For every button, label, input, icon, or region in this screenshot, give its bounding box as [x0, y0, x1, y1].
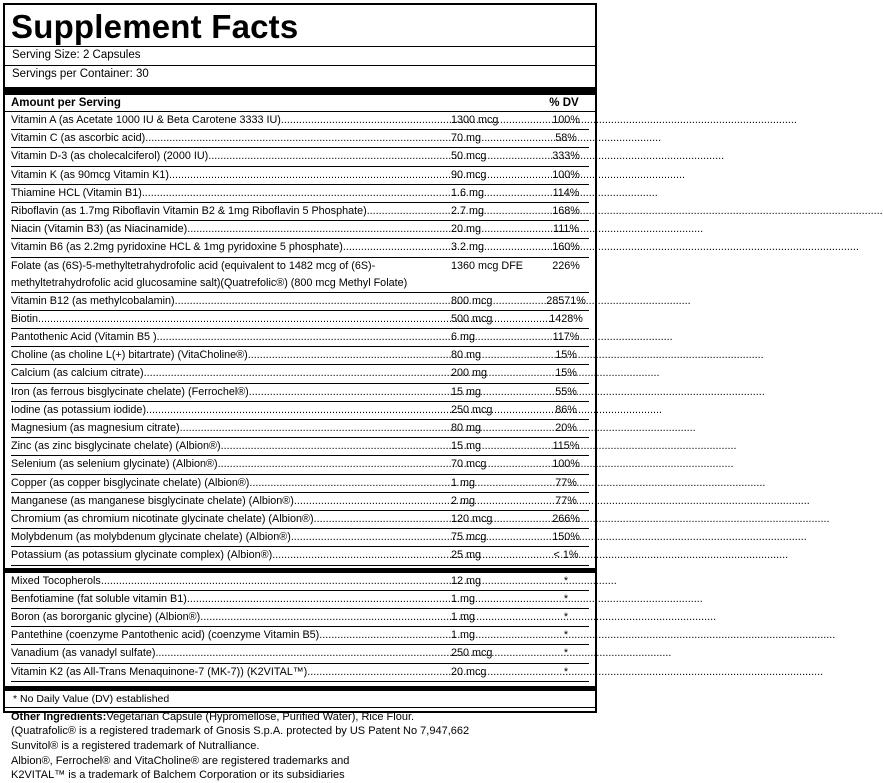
nutrient-row: [11, 203, 589, 221]
nutrient-dv: 100%: [552, 458, 580, 471]
nutrient-name: Vitamin K2 (as All-Trans Menaquinone-7 (MK-7)) (K2VITAL™) .....: [11, 664, 451, 681]
nutrient-amount: 1 mg: [451, 629, 476, 642]
nutrient-dv: *: [563, 611, 569, 624]
nutrient-row: [11, 438, 589, 456]
nutrient-row: [11, 591, 589, 609]
nutrient-row: [11, 609, 589, 627]
nutrient-amount: 120 mcg: [451, 513, 493, 526]
nutrient-row: [11, 402, 589, 420]
nutrient-dv: 28571%: [546, 294, 586, 307]
nutrient-name: Riboflavin (as 1.7mg Riboflavin Vitamin B2 & 1mg Riboflavin 5 Phosphate) .....: [11, 203, 451, 220]
nutrient-amount: 1 mg: [451, 592, 476, 605]
dv-footnote: * No Daily Value (DV) established: [5, 691, 595, 708]
nutrient-amount: 1 mg: [451, 476, 476, 489]
nutrient-amount: 250 mcg: [451, 403, 493, 416]
nutrient-name: Calcium (as calcium citrate) .....: [11, 365, 451, 382]
nutrient-amount: 75 mcg: [451, 531, 487, 544]
nutrient-amount: 80 mg: [451, 349, 482, 362]
nutrient-dv: *: [563, 665, 569, 678]
nutrient-dv: *: [563, 647, 569, 660]
nutrient-row: [11, 511, 589, 529]
nutrient-row: [11, 112, 589, 130]
nutrient-amount: 15 mg: [451, 440, 482, 453]
other-ingredients-line: [11, 710, 589, 725]
nutrient-row: [11, 645, 589, 663]
nutrient-dv: 100%: [552, 114, 580, 126]
nutrient-amount: 80 mg: [451, 422, 482, 435]
nutrient-row: [11, 329, 589, 347]
nutrient-amount: 20 mg: [451, 223, 482, 236]
nutrient-row: [11, 239, 589, 257]
nutrient-amount: 250 mcg: [451, 647, 493, 660]
nutrient-dv: 15%: [555, 349, 577, 362]
trademark-line: Albion®, Ferrochel® and VitaCholine® are registered trademarks and: [11, 754, 350, 767]
nutrient-row: [11, 573, 589, 591]
other-ingredients-label: Other Ingredients:: [11, 710, 107, 723]
nutrient-name: Copper (as copper bisglycinate chelate) (Albion®) .....: [11, 475, 451, 492]
nutrient-dv: 333%: [552, 150, 580, 163]
nutrient-name: Magnesium (as magnesium citrate) .....: [11, 420, 451, 437]
nutrient-row: [11, 221, 589, 239]
nutrient-list: [5, 112, 595, 566]
nutrient-row: [11, 258, 589, 293]
nutrient-row: [11, 148, 589, 166]
nutrient-name: Pantethine (coenzyme Pantothenic acid) (coenzyme Vitamin B5) .....: [11, 627, 451, 644]
nutrient-dv: 160%: [552, 241, 580, 254]
nutrient-dv: 20%: [555, 422, 577, 435]
panel-title: Supplement Facts: [11, 8, 299, 45]
nutrient-dv: 77%: [555, 494, 577, 507]
nutrient-amount: 1.6 mg: [451, 186, 485, 199]
nutrient-amount: 50 mcg: [451, 150, 487, 163]
nutrient-dv: 55%: [555, 385, 577, 398]
nutrient-dv: 1428%: [549, 312, 583, 325]
nutrient-amount: 20 mcg: [451, 665, 487, 678]
nutrient-row: [11, 627, 589, 645]
nutrient-row: [11, 456, 589, 474]
nutrient-amount: 25 mg: [451, 549, 482, 562]
nutrient-name: Molybdenum (as molybdenum glycinate chelate) (Albion®) .....: [11, 529, 451, 546]
nutrient-dv: 77%: [555, 476, 577, 489]
nutrient-row: [11, 664, 589, 682]
nutrient-name: Vanadium (as vanadyl sulfate) .....: [11, 645, 451, 662]
trademark-line: Sunvitol® is a registered trademark of Nutralliance.: [11, 740, 260, 753]
nutrient-row: [11, 529, 589, 547]
servings-per-container: Servings per Container: 30: [12, 68, 149, 80]
nutrient-name: Vitamin A (as Acetate 1000 IU & Beta Carotene 3333 IU) .....: [11, 112, 451, 129]
nutrient-amount: 800 mcg: [451, 294, 493, 307]
amount-header: Amount per Serving: [11, 97, 121, 109]
dv-header: % DV: [549, 97, 579, 109]
thick-divider: [5, 87, 595, 95]
nutrient-dv: *: [563, 574, 569, 587]
nutrient-row: [11, 167, 589, 185]
nutrient-amount: 70 mg: [451, 132, 482, 145]
nutrient-row: [11, 365, 589, 383]
nutrient-name: Chromium (as chromium nicotinate glycinate chelate) (Albion®) .....: [11, 511, 451, 528]
nutrient-name: Choline (as choline L(+) bitartrate) (VitaCholine®) .....: [11, 347, 451, 364]
nutrient-dv: 114%: [552, 186, 580, 199]
nutrient-name: Pantothenic Acid (Vitamin B5 ) .....: [11, 329, 451, 346]
nutrient-amount: 15 mg: [451, 385, 482, 398]
supplement-facts-panel: [3, 3, 597, 782]
nutrient-name: Iodine (as potassium iodide) .....: [11, 402, 451, 419]
nutrient-dv: 58%: [555, 132, 577, 145]
nutrient-dv: 117%: [552, 331, 580, 344]
serving-size: Serving Size: 2 Capsules: [12, 49, 141, 61]
nutrient-amount: 500 mcg: [451, 312, 493, 325]
nutrient-dv: *: [563, 629, 569, 642]
table-header: [5, 95, 595, 112]
trademark-line: (Quatrafolic® is a registered trademark of Gnosis S.p.A. protected by US Patent No 7,947,662: [11, 725, 470, 738]
nutrient-row: [11, 384, 589, 402]
nutrient-dv: *: [563, 592, 569, 605]
nutrient-amount: 2.7 mg: [451, 205, 485, 218]
nutrient-name: Manganese (as manganese bisglycinate chelate) (Albion®) .....: [11, 493, 451, 510]
nutrient-row: [11, 293, 589, 311]
other-ingredients-text: Vegetarian Capsule (Hypromellose, Purified Water), Rice Flour.: [106, 710, 415, 723]
nutrient-name: Boron (as bororganic glycine) (Albion®) .....: [11, 609, 451, 626]
nutrient-amount: 70 mcg: [451, 458, 487, 471]
nutrient-dv: 100%: [552, 168, 580, 181]
nutrient-name: Zinc (as zinc bisglycinate chelate) (Albion®) .....: [11, 438, 451, 455]
nutrient-dv: 86%: [555, 403, 577, 416]
other-ingredients: [5, 708, 595, 783]
nutrient-amount: 200 mg: [451, 367, 488, 380]
nutrient-amount: 90 mcg: [451, 168, 487, 181]
nutrient-row: [11, 547, 589, 565]
nutrient-name: Biotin .....: [11, 311, 451, 328]
nutrient-amount: 1 mg: [451, 611, 476, 624]
trademark-line: K2VITAL™ is a trademark of Balchem Corporation or its subsidiaries: [11, 769, 345, 782]
nutrient-amount: 1300 mcg: [451, 114, 499, 126]
nutrient-dv: 266%: [552, 513, 580, 526]
nutrient-row: [11, 130, 589, 148]
nutrient-row: [11, 185, 589, 203]
nutrient-row: [11, 475, 589, 493]
nutrient-amount: 2 mg: [451, 494, 476, 507]
nutrient-dv: 111%: [552, 223, 579, 236]
nutrient-amount: 6 mg: [451, 331, 476, 344]
nutrient-row: [11, 347, 589, 365]
other-ingredients-list: [5, 573, 595, 682]
nutrient-name: Niacin (Vitamin B3) (as Niacinamide) .....: [11, 221, 451, 238]
nutrient-name: Vitamin B12 (as methylcobalamin) .....: [11, 293, 451, 310]
nutrient-name: Folate (as (6S)-5-methyltetrahydrofolic acid (equivalent to 1482 mcg of (6S)-methyltetrahydrofolic acid glucosamine salt)(Quatrefolic®) (800 mcg Methyl Folate): [11, 259, 408, 289]
nutrient-amount: 3.2 mg: [451, 241, 485, 254]
nutrient-name: Mixed Tocopherols .....: [11, 573, 451, 590]
nutrient-name: Vitamin C (as ascorbic acid) .....: [11, 130, 451, 147]
nutrient-name: Vitamin D-3 (as cholecalciferol) (2000 IU) .....: [11, 148, 451, 165]
nutrient-name: Potassium (as potassium glycinate complex) (Albion®) .....: [11, 547, 451, 564]
nutrient-amount: 1360 mcg DFE: [451, 259, 524, 272]
nutrient-dv: 15%: [555, 367, 577, 380]
nutrient-name: Vitamin K (as 90mcg Vitamin K1) .....: [11, 167, 451, 184]
nutrient-name: Benfotiamine (fat soluble vitamin B1) .....: [11, 591, 451, 608]
nutrient-row: [11, 420, 589, 438]
nutrient-row: [11, 493, 589, 511]
nutrient-dv: 226%: [552, 259, 580, 272]
nutrient-row: [11, 311, 589, 329]
nutrient-dv: 168%: [552, 205, 580, 218]
nutrient-name: Thiamine HCL (Vitamin B1) .....: [11, 185, 451, 202]
nutrient-amount: 12 mg: [451, 574, 482, 587]
nutrient-dv: 115%: [552, 440, 580, 453]
nutrient-name: Selenium (as selenium glycinate) (Albion®) .....: [11, 456, 451, 473]
nutrient-dv: 150%: [552, 531, 580, 544]
nutrient-name: Iron (as ferrous bisglycinate chelate) (Ferrochel®) .....: [11, 384, 451, 401]
nutrient-dv: < 1%: [553, 549, 579, 562]
nutrient-name: Vitamin B6 (as 2.2mg pyridoxine HCL & 1mg pyridoxine 5 phosphate) .....: [11, 239, 451, 256]
